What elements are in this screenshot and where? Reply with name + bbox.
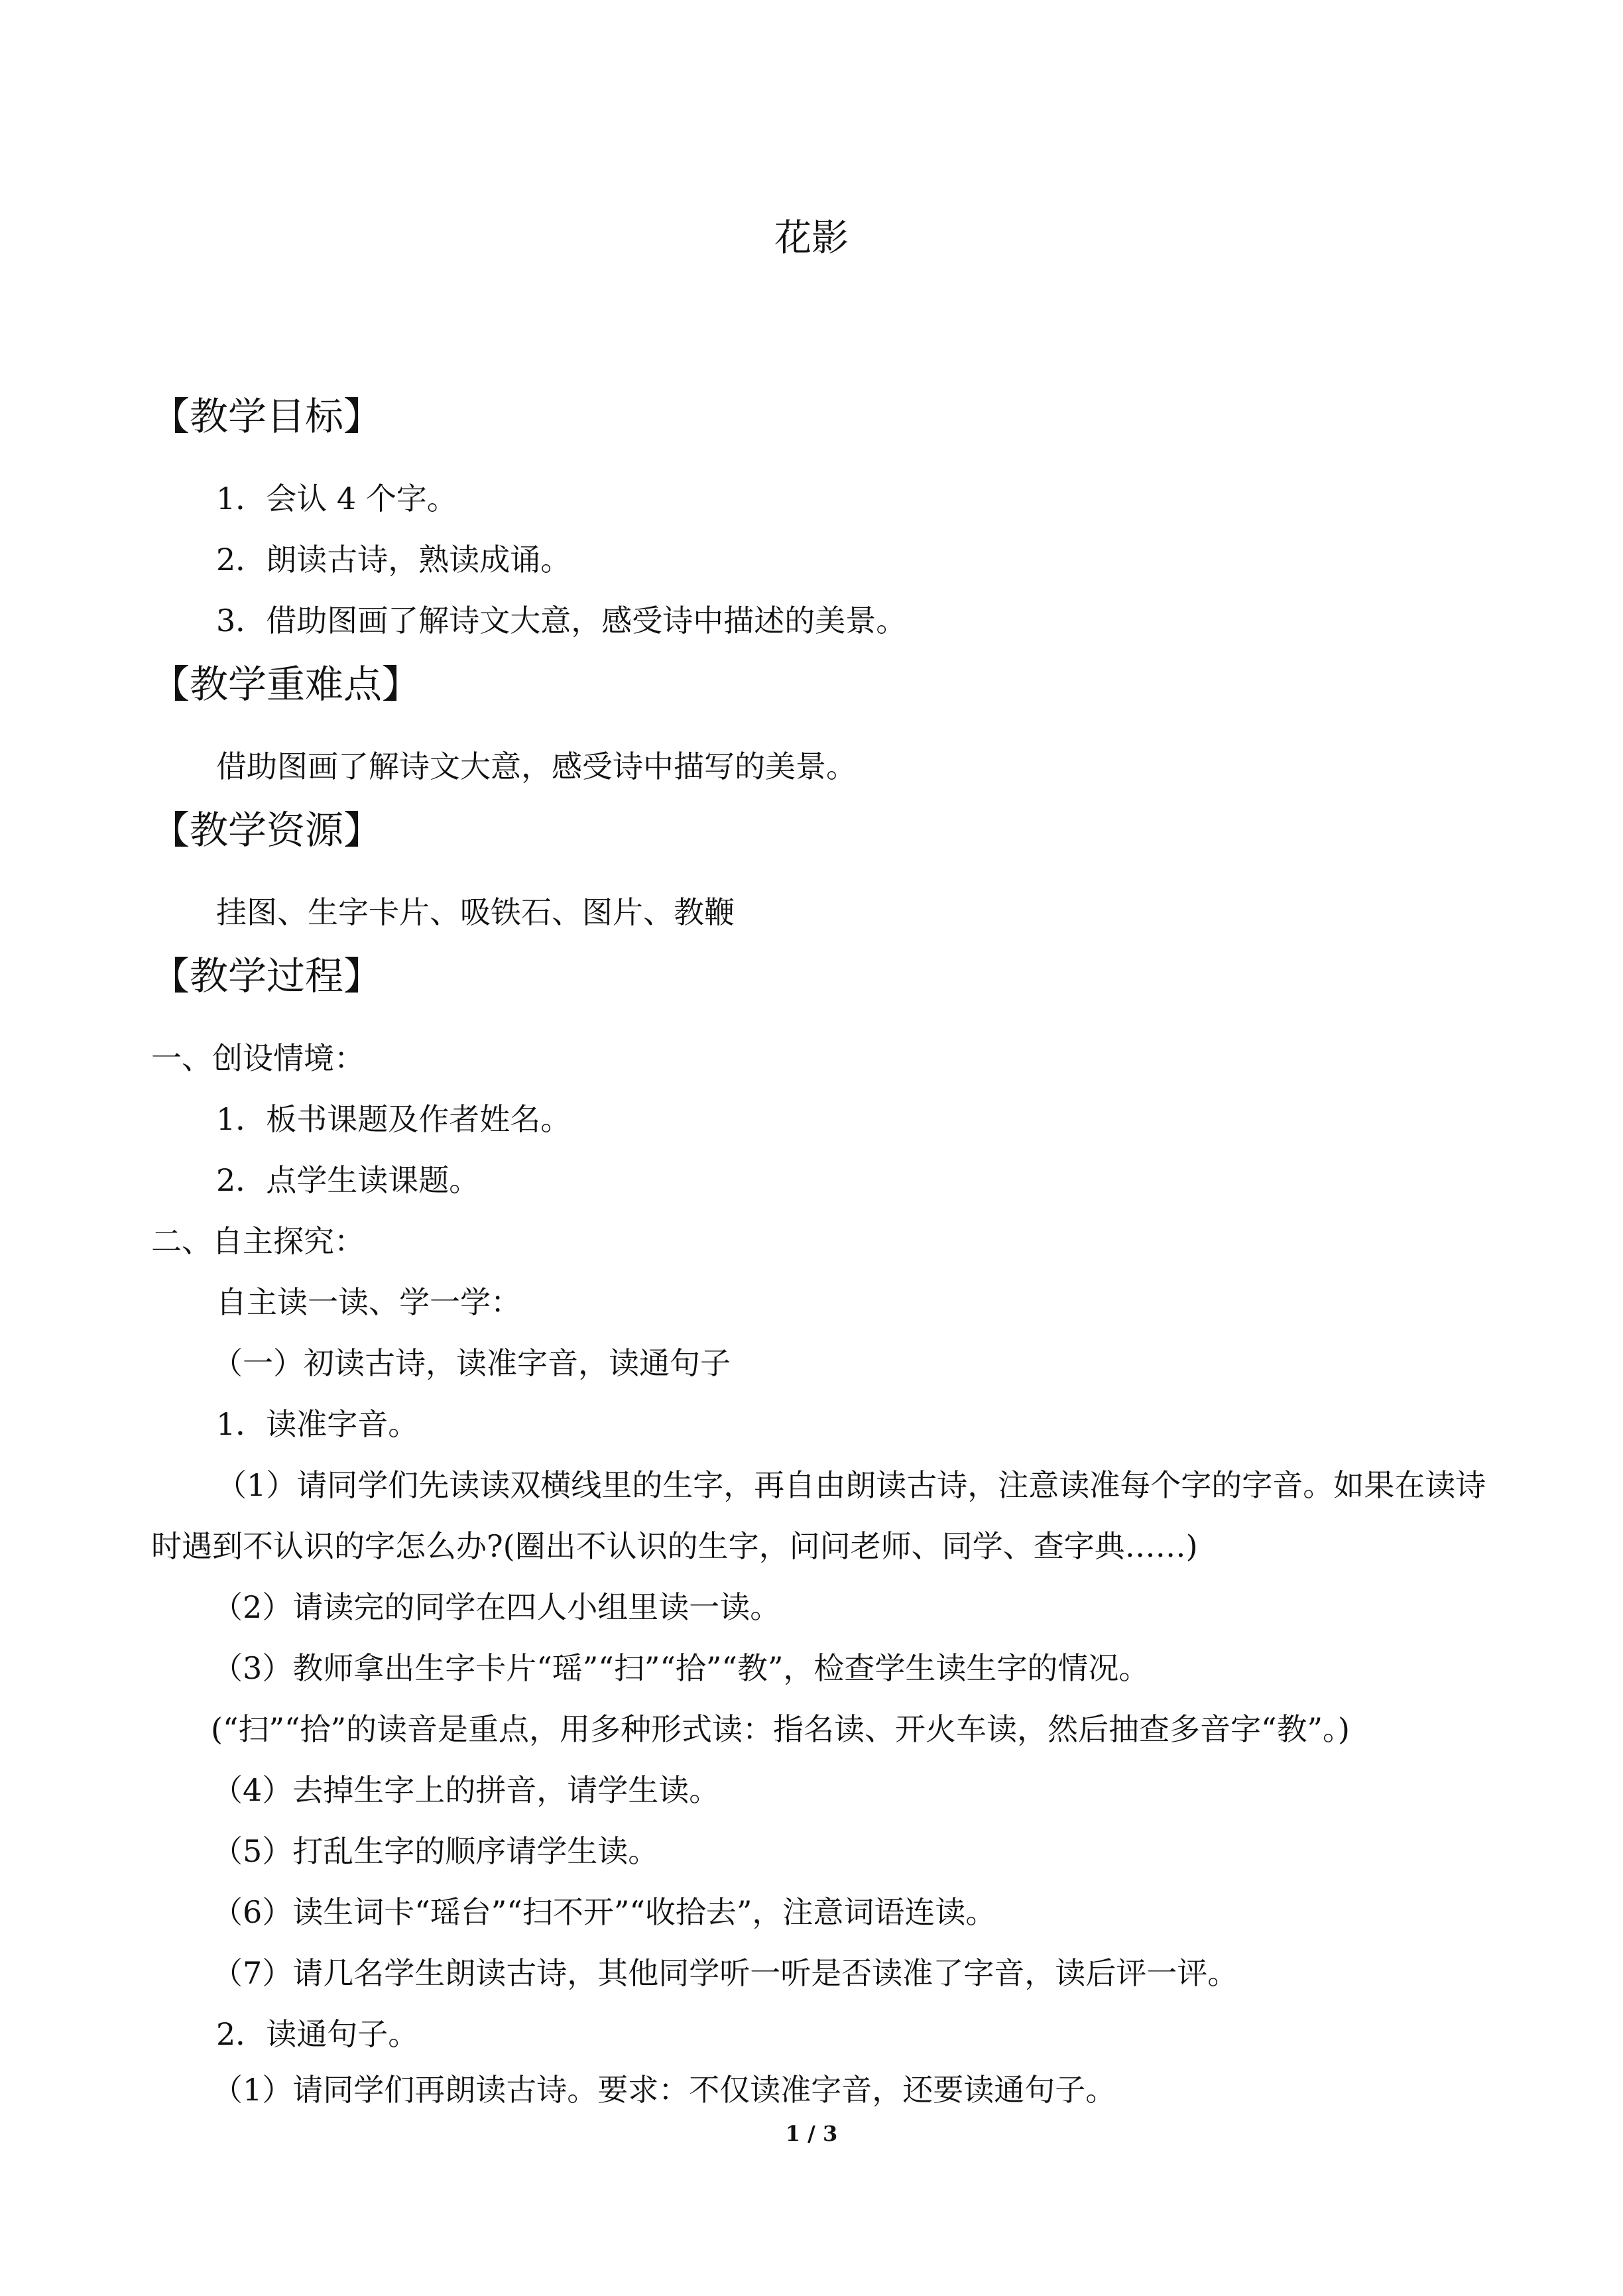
section-heading-key-points: 【教学重难点】 [151, 662, 421, 707]
section-heading-goals: 【教学目标】 [151, 394, 383, 439]
section-heading-resources: 【教学资源】 [151, 808, 383, 853]
process-step1-item: （4）去掉生字上的拼音，请学生读。 [212, 1772, 720, 1808]
resources-text: 挂图、生字卡片、吸铁石、图片、教鞭 [216, 894, 735, 930]
process-part2-title: 二、自主探究： [151, 1223, 365, 1259]
section-heading-process: 【教学过程】 [151, 953, 383, 998]
goal-item: 3．借助图画了解诗文大意，感受诗中描述的美景。 [216, 603, 907, 638]
process-step1-item: （7）请几名学生朗读古诗，其他同学听一听是否读准了字音，读后评一评。 [212, 1955, 1238, 1991]
process-step1-item: （3）教师拿出生字卡片“瑶”“扫”“拾”“教”，检查学生读生字的情况。 [212, 1650, 1150, 1686]
process-step1-item: （2）请读完的同学在四人小组里读一读。 [212, 1589, 781, 1625]
process-step2-item: （1）请同学们再朗读古诗。要求：不仅读准字音，还要读通句子。 [212, 2072, 1116, 2108]
process-part2-intro: 自主读一读、学一学： [216, 1284, 521, 1320]
process-step1-note: (“扫”“拾”的读音是重点，用多种形式读：指名读、开火车读，然后抽查多音字“教”。) [211, 1711, 1350, 1747]
process-step1-item: （5）打乱生字的顺序请学生读。 [212, 1833, 659, 1869]
page-title: 花影 [774, 217, 849, 260]
process-step1-item: （6）读生词卡“瑶台”“扫不开”“收拾去”，注意词语连读。 [212, 1894, 996, 1930]
process-step1-title: 1．读准字音。 [216, 1406, 419, 1442]
process-part1-item: 1．板书课题及作者姓名。 [216, 1101, 571, 1137]
goal-item: 2．朗读古诗，熟读成诵。 [216, 542, 571, 577]
goal-item: 1．会认 4 个字。 [216, 481, 457, 516]
key-points-text: 借助图画了解诗文大意，感受诗中描写的美景。 [216, 749, 857, 784]
process-part2-subheading: （一）初读古诗，读准字音，读通句子 [212, 1345, 731, 1381]
process-part1-item: 2．点学生读课题。 [216, 1162, 480, 1198]
page-number: 1 / 3 [785, 2121, 838, 2146]
process-step2-title: 2．读通句子。 [216, 2016, 419, 2052]
process-part1-title: 一、创设情境： [151, 1040, 365, 1076]
process-step1-paragraph: （1）请同学们先读读双横线里的生字，再自由朗读古诗，注意读准每个字的字音。如果在读诗时遇到不认识的字怎么办?(圈出不认识的生字，问问老师、同学、查字典……) [151, 1467, 1486, 1564]
